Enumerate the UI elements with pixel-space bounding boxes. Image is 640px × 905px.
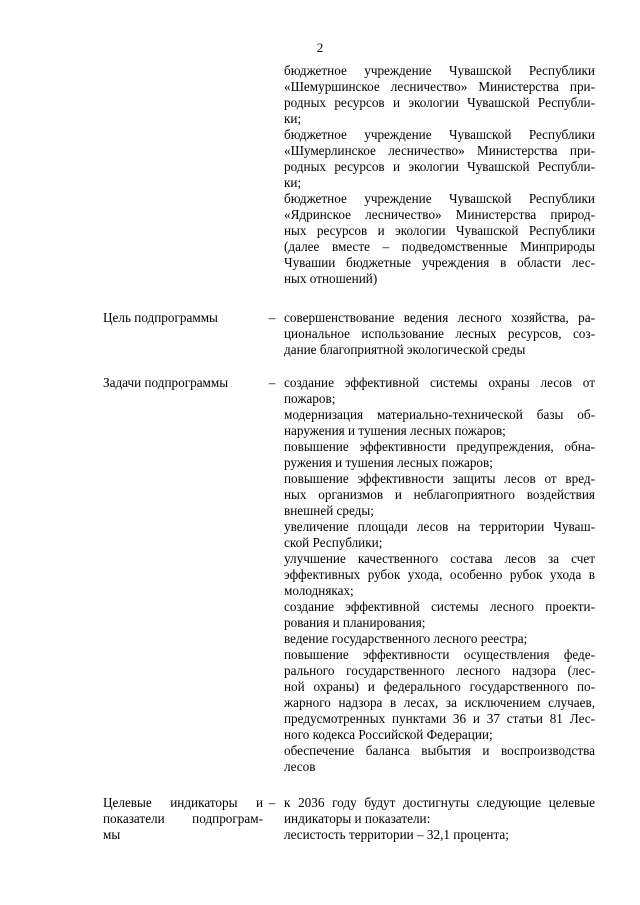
text-line: обеспечение баланса выбытия и воспроизводства [284,743,595,758]
text-line: ной охраны) и федерального государственного по- [284,679,595,694]
text-line: создание эффективной системы охраны лесов от [284,375,595,390]
text-line: наружения и тушения лесных пожаров; [284,423,506,438]
text-line: жарного надзора в лесах, за исключением случаев, [284,695,595,710]
text-line: рального государственного лесного надзора (лес- [284,663,595,678]
text-line: «Шумерлинское лесничество» Министерства при- [284,143,595,158]
text-line: создание эффективной системы лесного проекти- [284,599,595,614]
text-line: увеличение площади лесов на территории Чуваш- [284,519,595,534]
text-line: родных ресурсов и экологии Чувашской Республи- [284,159,595,174]
section-dash: – [268,795,276,810]
text-line: циональное использование лесных ресурсов, соз- [284,326,595,341]
text-line: модернизация материально-технической базы об- [284,407,595,422]
text-line: индикаторы и показатели: [284,811,431,826]
text-line: лесистость территории – 32,1 процента; [284,827,509,842]
text-line: внешней среды; [284,503,374,518]
text-line: лесов [284,759,316,774]
text-line: ных ресурсов и экологии Чувашской Республики [284,223,595,238]
text-line: родных ресурсов и экологии Чувашской Республи- [284,95,595,110]
text-line: ного кодекса Российской Федерации; [284,727,493,742]
text-line: ных отношений) [284,271,378,286]
section-dash: – [268,310,276,325]
text-line: молодняках; [284,583,354,598]
section-label: мы [103,827,121,842]
text-line: «Ядринское лесничество» Министерства природ- [284,207,595,222]
text-line: улучшение качественного состава лесов за счет [284,551,595,566]
text-line: пожаров; [284,391,336,406]
text-line: предусмотренных пунктами 36 и 37 статьи 81 Лес- [284,711,595,726]
text-line: ведение государственного лесного реестра; [284,631,528,646]
text-line: Чувашии бюджетные учреждения в области лес- [284,255,595,270]
text-line: дание благоприятной экологической среды [284,342,526,357]
text-line: эффективных рубок ухода, особенно рубок ухода в [284,567,595,582]
text-line: (далее вместе – подведомственные Минприроды [284,239,595,254]
text-line: повышение эффективности предупреждения, обна- [284,439,595,454]
text-line: ных организмов и неблагоприятного воздействия [284,487,595,502]
section-label: показатели подпрограм- [103,811,263,826]
text-line: ской Республики; [284,535,383,550]
text-line: ружения и тушения лесных пожаров; [284,455,493,470]
text-line: повышение эффективности осуществления феде- [284,647,595,662]
section-label: Цель подпрограммы [103,310,218,325]
text-line: ки; [284,175,302,190]
text-line: «Шемуршинское лесничество» Министерства при- [284,79,595,94]
text-line: бюджетное учреждение Чувашской Республики [284,63,595,78]
text-line: бюджетное учреждение Чувашской Республики [284,191,595,206]
text-line: рования и планирования; [284,615,426,630]
section-label: Целевые индикаторы и [103,795,263,810]
section-label: Задачи подпрограммы [103,375,229,390]
page-number: 2 [316,40,324,55]
text-line: повышение эффективности защиты лесов от вред- [284,471,595,486]
text-line: совершенствование ведения лесного хозяйства, ра- [284,310,595,325]
text-line: бюджетное учреждение Чувашской Республики [284,127,595,142]
text-line: ки; [284,111,302,126]
section-dash: – [268,375,276,390]
text-line: к 2036 году будут достигнуты следующие целевые [284,795,595,810]
